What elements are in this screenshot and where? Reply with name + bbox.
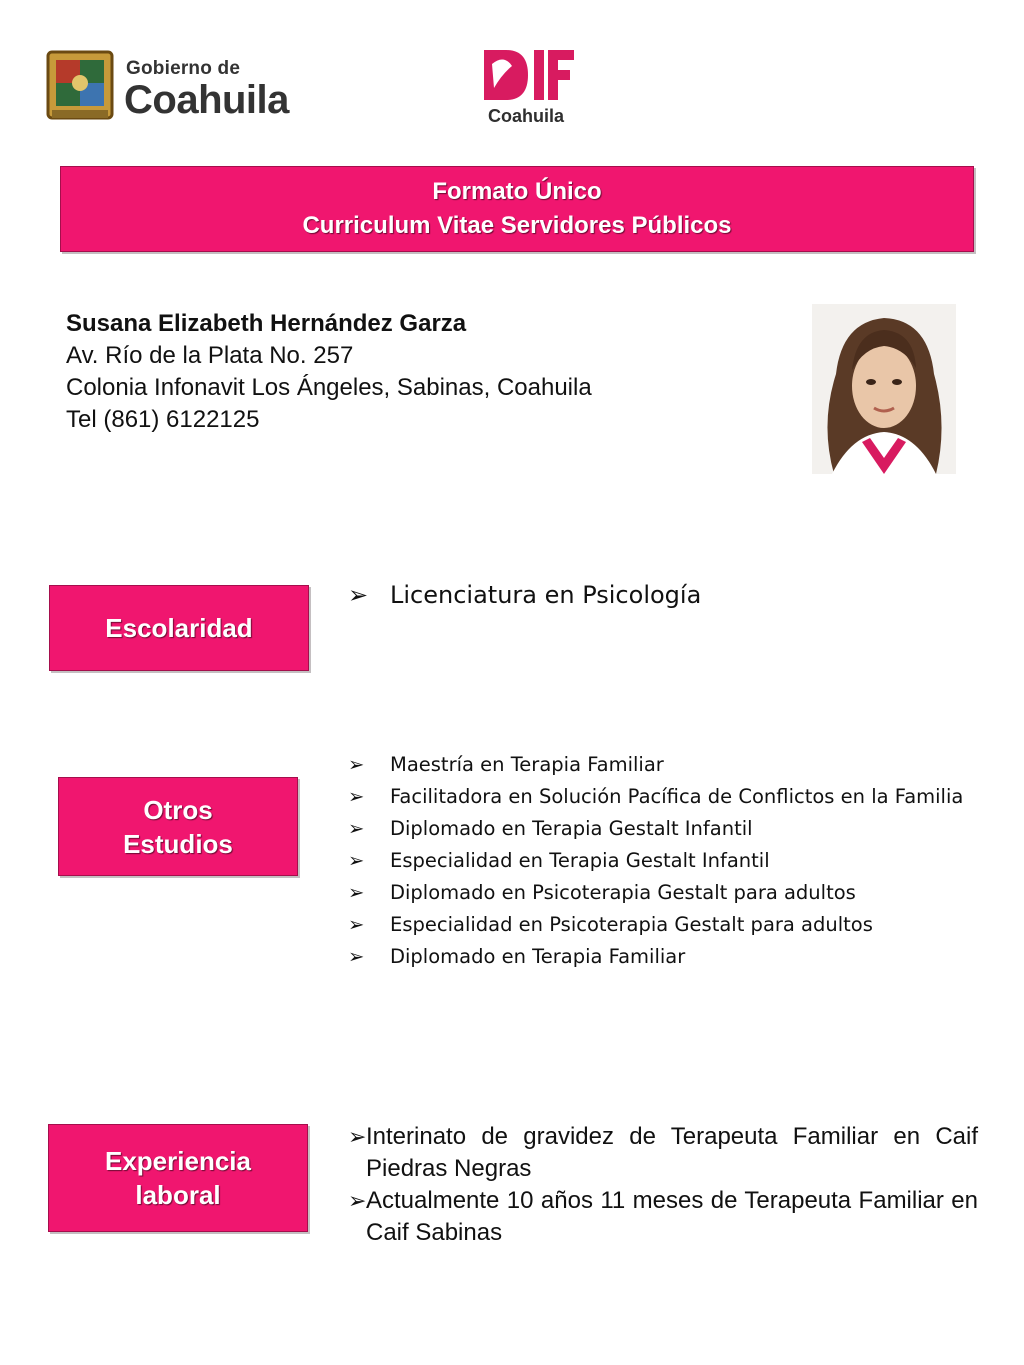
gobierno-coahuila-logo (44, 46, 304, 126)
list-item (348, 941, 978, 973)
coahuila-seal-icon (44, 48, 116, 124)
person-name: Susana Elizabeth Hernández Garza (66, 310, 467, 337)
list-item (348, 813, 978, 845)
gov-logo-small-text: Gobierno de (126, 58, 241, 79)
colonia-line: Colonia Infonavit Los Ángeles, Sabinas, Coahuila (66, 374, 592, 401)
experiencia-laboral-label (48, 1124, 308, 1232)
otros-item-text: Maestría en Terapia Familiar (390, 753, 664, 776)
escolaridad-label-text: Escolaridad (105, 613, 253, 643)
otros-label-line-1: Otros (143, 794, 213, 825)
arrow-bullet-icon: ➢ (348, 1188, 367, 1213)
otros-item-text: Especialidad en Terapia Gestalt Infantil (390, 849, 770, 872)
arrow-bullet-icon: ➢ (348, 785, 365, 808)
otros-estudios-label (58, 777, 298, 876)
exp-item-text: Actualmente 10 años 11 meses de Terapeuta Familiar en Caif Sabinas (366, 1187, 978, 1246)
arrow-bullet-icon: ➢ (348, 913, 365, 936)
list-item (348, 1185, 978, 1249)
exp-label-line-2: laboral (135, 1180, 221, 1210)
list-item (348, 576, 978, 614)
dif-logo-sub-text: Coahuila (488, 106, 565, 126)
arrow-bullet-icon: ➢ (348, 581, 369, 609)
otros-item-text: Diplomado en Terapia Familiar (390, 945, 686, 968)
title-line-1: Formato Único (432, 178, 602, 205)
profile-photo (812, 304, 956, 474)
otros-item-text: Facilitadora en Solución Pacífica de Conflictos en la Familia (390, 785, 964, 808)
escolaridad-list (348, 576, 978, 614)
arrow-bullet-icon: ➢ (348, 849, 365, 872)
exp-label-line-1: Experiencia (105, 1146, 251, 1176)
arrow-bullet-icon: ➢ (348, 753, 365, 776)
otros-item-text: Especialidad en Psicoterapia Gestalt para adultos (390, 913, 873, 936)
list-item (348, 781, 978, 813)
arrow-bullet-icon: ➢ (348, 881, 365, 904)
list-item (348, 749, 978, 781)
escolaridad-label (49, 585, 309, 671)
list-item (348, 909, 978, 941)
otros-item-text: Diplomado en Psicoterapia Gestalt para adultos (390, 881, 856, 904)
dif-logo-mark-icon (478, 44, 578, 106)
address-line: Av. Río de la Plata No. 257 (66, 342, 354, 369)
gov-logo-big-text: Coahuila (124, 78, 289, 122)
otros-estudios-list (348, 749, 978, 973)
arrow-bullet-icon: ➢ (348, 945, 365, 968)
phone-line: Tel (861) 6122125 (66, 406, 260, 433)
arrow-bullet-icon: ➢ (348, 1124, 367, 1149)
title-line-2: Curriculum Vitae Servidores Públicos (302, 212, 732, 239)
contact-block (66, 308, 592, 436)
title-banner (60, 166, 974, 252)
dif-coahuila-logo (474, 44, 594, 130)
otros-item-text: Diplomado en Terapia Gestalt Infantil (390, 817, 753, 840)
exp-item-text: Interinato de gravidez de Terapeuta Familiar en Caif Piedras Negras (366, 1123, 978, 1182)
list-item (348, 1121, 978, 1185)
list-item (348, 845, 978, 877)
experiencia-list (348, 1121, 978, 1249)
otros-label-line-2: Estudios (123, 828, 233, 859)
escolaridad-item-text: Licenciatura en Psicología (390, 581, 702, 609)
arrow-bullet-icon: ➢ (348, 817, 365, 840)
list-item (348, 877, 978, 909)
